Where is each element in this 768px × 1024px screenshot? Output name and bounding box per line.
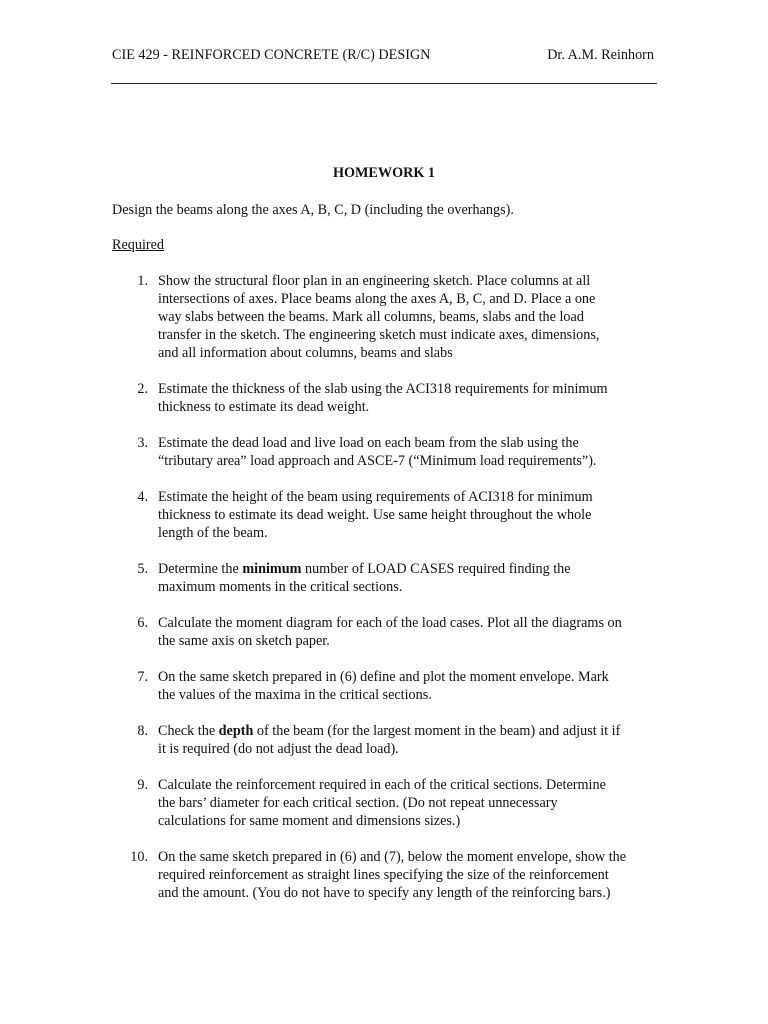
- list-item: [112, 380, 660, 416]
- list-item: [112, 614, 660, 650]
- text-line: On the same sketch prepared in (6) define and plot the moment envelope. Mark: [158, 669, 609, 685]
- list-item-text: [158, 776, 660, 830]
- text-line: thickness to estimate its dead weight.: [158, 399, 370, 415]
- list-item-text: [158, 560, 660, 596]
- list-item-text: [158, 380, 660, 416]
- text-line: the values of the maxima in the critical sections.: [158, 687, 432, 703]
- list-item-text: [158, 848, 660, 902]
- list-item-number: 10.: [130, 849, 148, 865]
- list-item: [112, 722, 660, 758]
- text-line: Show the structural floor plan in an engineering sketch. Place columns at all: [158, 273, 591, 289]
- list-item-number: 1.: [137, 273, 148, 289]
- list-item-text: [158, 434, 660, 470]
- text-line: Calculate the moment diagram for each of the load cases. Plot all the diagrams on: [158, 615, 622, 631]
- text-line: Estimate the dead load and live load on each beam from the slab using the: [158, 435, 579, 451]
- text-line: Calculate the reinforcement required in each of the critical sections. Determine: [158, 777, 606, 793]
- list-item-number: 3.: [137, 435, 148, 451]
- list-item: [112, 488, 660, 542]
- list-item: [112, 272, 660, 362]
- text-line: required reinforcement as straight lines specifying the size of the reinforcement: [158, 867, 609, 883]
- text-line: Estimate the thickness of the slab using the ACI318 requirements for minimum: [158, 381, 608, 397]
- list-item-text: [158, 272, 660, 362]
- text-line: intersections of axes. Place beams along the axes A, B, C, and D. Place a one: [158, 291, 596, 307]
- text-line: Determine the minimum number of LOAD CASES required finding the: [158, 561, 571, 577]
- intro-paragraph: Design the beams along the axes A, B, C, D (including the overhangs).: [112, 202, 514, 218]
- list-item-number: 8.: [137, 723, 148, 739]
- text-line: transfer in the sketch. The engineering sketch must indicate axes, dimensions,: [158, 327, 600, 343]
- list-item: [112, 434, 660, 470]
- text-line: maximum moments in the critical sections.: [158, 579, 403, 595]
- text-line: way slabs between the beams. Mark all columns, beams, slabs and the load: [158, 309, 584, 325]
- text-line: the bars’ diameter for each critical section. (Do not repeat unnecessary: [158, 795, 558, 811]
- text-line: the same axis on sketch paper.: [158, 633, 330, 649]
- text-line: “tributary area” load approach and ASCE-7 (“Minimum load requirements”).: [158, 453, 597, 469]
- text-line: Check the depth of the beam (for the largest moment in the beam) and adjust it if: [158, 723, 621, 739]
- list-item-number: 5.: [137, 561, 148, 577]
- header-divider: [111, 83, 657, 84]
- list-item-number: 4.: [137, 489, 148, 505]
- text-line: and all information about columns, beams and slabs: [158, 345, 453, 361]
- text-line: On the same sketch prepared in (6) and (7), below the moment envelope, show the: [158, 849, 627, 865]
- requirements-list: [112, 272, 660, 920]
- required-heading: Required: [112, 237, 165, 253]
- list-item-text: [158, 488, 660, 542]
- list-item-number: 2.: [137, 381, 148, 397]
- text-line: and the amount. (You do not have to specify any length of the reinforcing bars.): [158, 885, 611, 901]
- text-line: calculations for same moment and dimensions sizes.): [158, 813, 461, 829]
- list-item: [112, 560, 660, 596]
- text-line: thickness to estimate its dead weight. Use same height throughout the whole: [158, 507, 592, 523]
- list-item-text: [158, 668, 660, 704]
- list-item-number: 7.: [137, 669, 148, 685]
- list-item: [112, 776, 660, 830]
- list-item: [112, 668, 660, 704]
- emphasis-text: depth: [218, 723, 254, 739]
- author-name: Dr. A.M. Reinhorn: [547, 47, 654, 63]
- list-item-number: 6.: [137, 615, 148, 631]
- list-item-text: [158, 722, 660, 758]
- text-line: Estimate the height of the beam using requirements of ACI318 for minimum: [158, 489, 593, 505]
- list-item-number: 9.: [137, 777, 148, 793]
- list-item: [112, 848, 660, 902]
- text-line: length of the beam.: [158, 525, 268, 541]
- course-title: CIE 429 - REINFORCED CONCRETE (R/C) DESIGN: [112, 47, 431, 63]
- text-line: it is required (do not adjust the dead load).: [158, 741, 399, 757]
- homework-title: HOMEWORK 1: [332, 165, 436, 181]
- emphasis-text: minimum: [242, 561, 302, 577]
- list-item-text: [158, 614, 660, 650]
